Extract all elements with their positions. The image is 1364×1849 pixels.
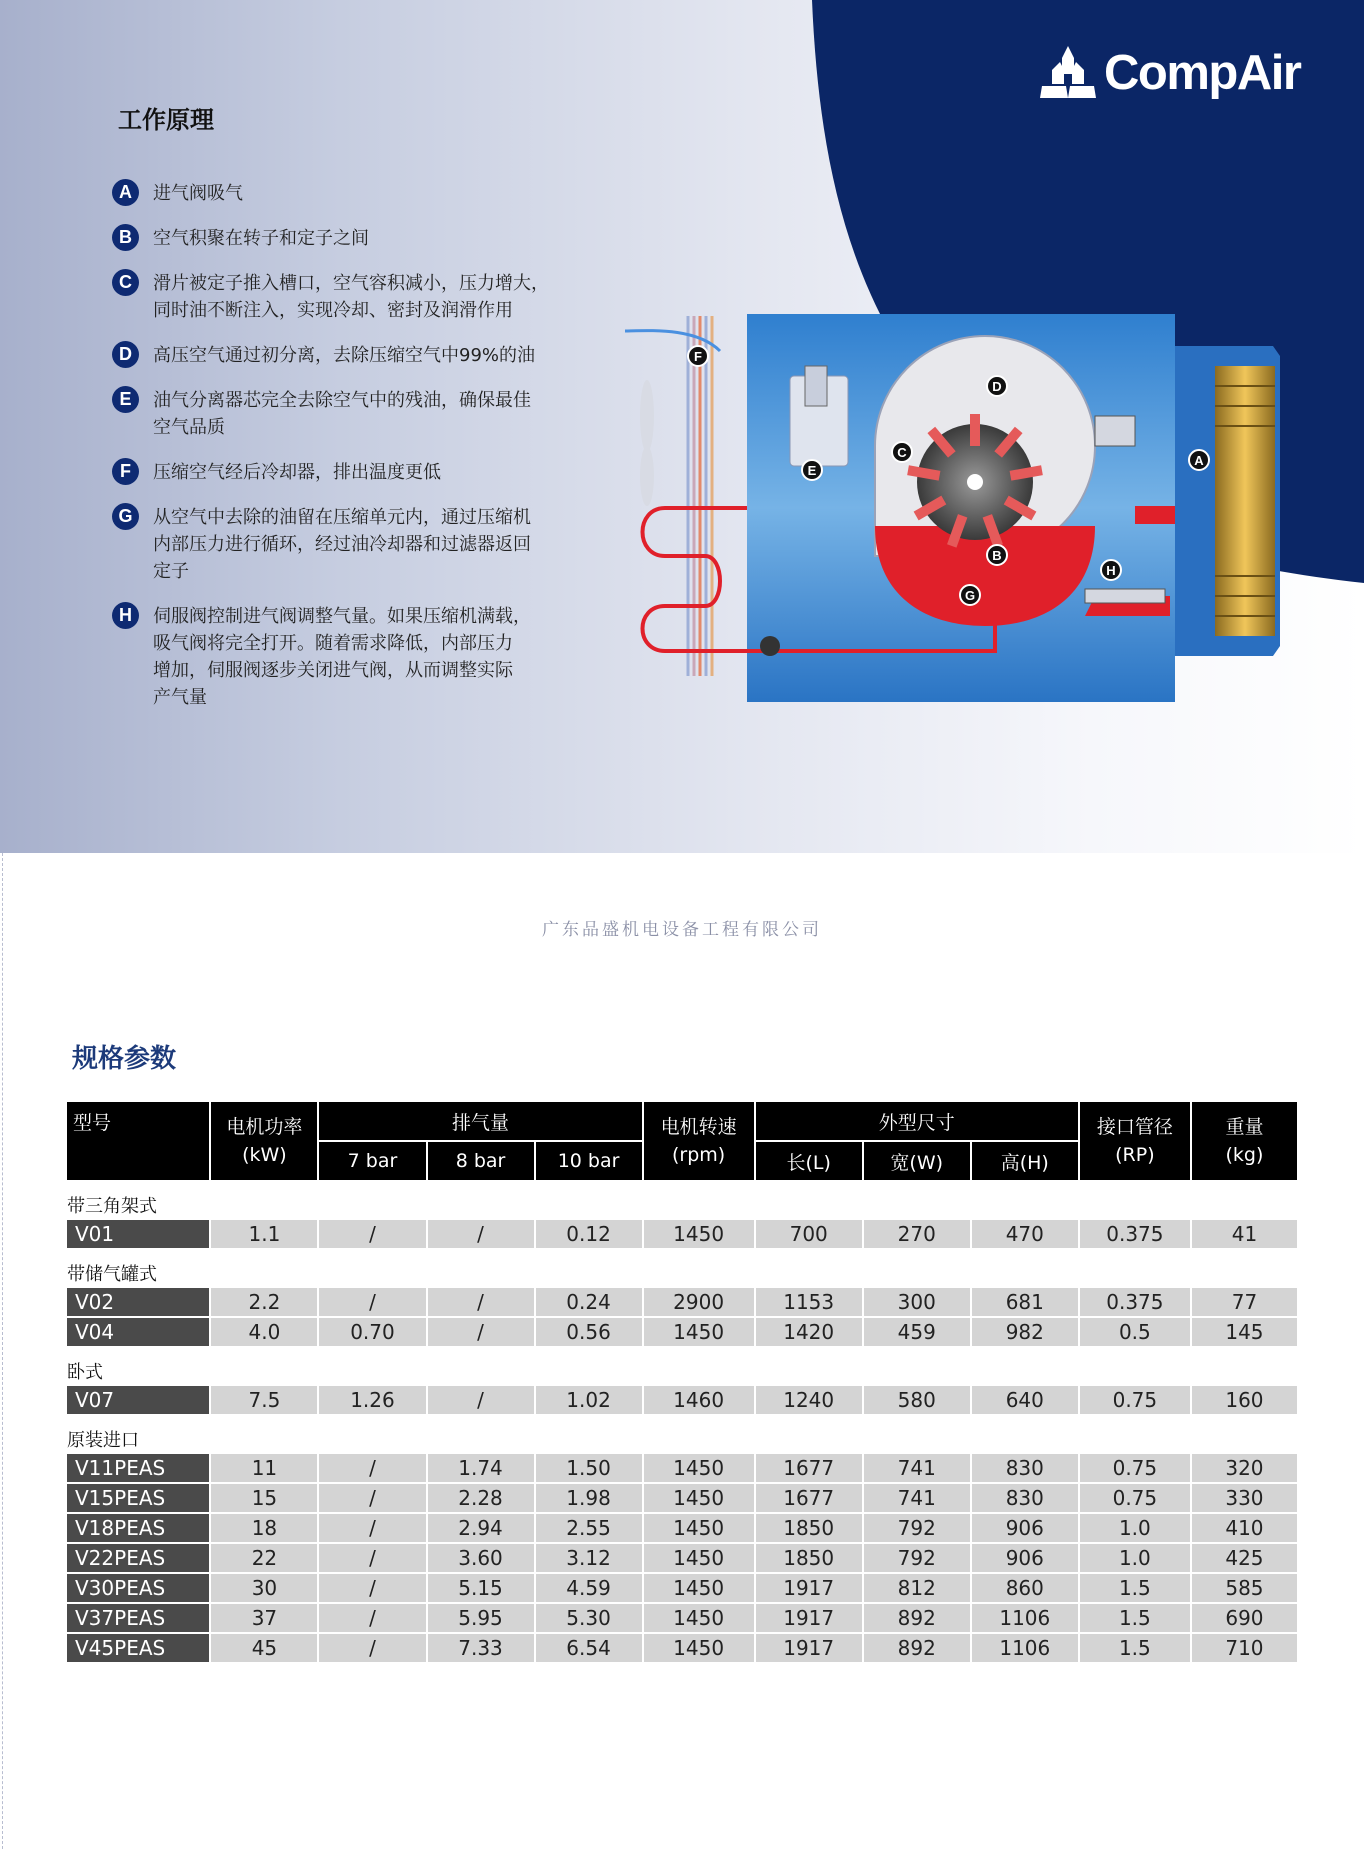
spec-value-cell: / <box>319 1514 425 1542</box>
step-badge: C <box>112 269 139 296</box>
spec-row <box>67 1386 1297 1414</box>
spec-value-cell: 1450 <box>644 1544 754 1572</box>
spec-value-cell: 11 <box>211 1454 317 1482</box>
diagram-marker-b <box>987 545 1007 565</box>
header-port <box>1080 1102 1190 1180</box>
spec-row <box>67 1318 1297 1346</box>
spec-value-cell: / <box>319 1454 425 1482</box>
step-badge: D <box>112 341 139 368</box>
spec-value-cell: 1450 <box>644 1454 754 1482</box>
spec-value-cell: 6.54 <box>536 1634 642 1662</box>
principle-step-c <box>112 270 592 324</box>
spec-value-cell: 710 <box>1192 1634 1297 1662</box>
principle-steps <box>112 180 592 729</box>
diagram-marker-h <box>1101 560 1121 580</box>
spec-value-cell: 1677 <box>756 1454 862 1482</box>
spec-value-cell: 741 <box>864 1484 970 1512</box>
spec-model-cell: V02 <box>67 1288 209 1316</box>
principle-step-b <box>112 225 592 252</box>
spec-value-cell: 0.56 <box>536 1318 642 1346</box>
spec-value-cell: 812 <box>864 1574 970 1602</box>
diagram-marker-label: E <box>807 463 817 478</box>
header-air-delivery: 排气量 <box>319 1102 641 1140</box>
spec-value-cell: / <box>319 1220 425 1248</box>
spec-value-cell: 1450 <box>644 1318 754 1346</box>
spec-value-cell: 145 <box>1192 1318 1297 1346</box>
spec-value-cell: / <box>319 1288 425 1316</box>
spec-value-cell: / <box>319 1604 425 1632</box>
spec-category-row <box>67 1416 1297 1452</box>
header-speed-unit: (rpm) <box>672 1144 726 1166</box>
spec-value-cell: 860 <box>972 1574 1078 1602</box>
header-weight-label: 重量 <box>1225 1116 1264 1138</box>
spec-value-cell: 1106 <box>972 1634 1078 1662</box>
spec-row <box>67 1634 1297 1662</box>
spec-value-cell: 1.5 <box>1080 1634 1190 1662</box>
spec-value-cell: 741 <box>864 1454 970 1482</box>
rotor-shaft <box>967 474 983 490</box>
spec-value-cell: 270 <box>864 1220 970 1248</box>
spec-value-cell: 5.15 <box>428 1574 534 1602</box>
spec-value-cell: 1.5 <box>1080 1604 1190 1632</box>
spec-value-cell: 700 <box>756 1220 862 1248</box>
spec-value-cell: 1850 <box>756 1514 862 1542</box>
spec-value-cell: 1240 <box>756 1386 862 1414</box>
diagram-marker-label: A <box>1194 453 1204 468</box>
spec-value-cell: 640 <box>972 1386 1078 1414</box>
spec-model-cell: V22PEAS <box>67 1544 209 1572</box>
spec-model-cell: V15PEAS <box>67 1484 209 1512</box>
spec-value-cell: 425 <box>1192 1544 1297 1572</box>
diagram-marker-g <box>960 585 980 605</box>
spec-table-body <box>67 1182 1297 1662</box>
header-model: 型号 <box>67 1102 209 1180</box>
spec-value-cell: 4.0 <box>211 1318 317 1346</box>
spec-value-cell: 0.75 <box>1080 1386 1190 1414</box>
spec-row <box>67 1544 1297 1572</box>
spec-value-cell: 3.12 <box>536 1544 642 1572</box>
spec-value-cell: / <box>428 1318 534 1346</box>
spec-model-cell: V07 <box>67 1386 209 1414</box>
header-speed <box>644 1102 754 1180</box>
diagram-marker-label: H <box>1106 563 1116 578</box>
spec-value-cell: 1106 <box>972 1604 1078 1632</box>
compair-logo-icon <box>1038 44 1098 102</box>
diagram-marker-label: C <box>897 445 907 460</box>
spec-value-cell: 1917 <box>756 1634 862 1662</box>
step-badge: B <box>112 224 139 251</box>
spec-value-cell: 2900 <box>644 1288 754 1316</box>
step-badge: G <box>112 503 139 530</box>
spec-value-cell: 1450 <box>644 1484 754 1512</box>
intake-valve <box>1095 416 1135 446</box>
spec-value-cell: 1450 <box>644 1634 754 1662</box>
spec-value-cell: / <box>428 1220 534 1248</box>
spec-category-label: 带三角架式 <box>67 1196 157 1217</box>
spec-value-cell: 1.0 <box>1080 1514 1190 1542</box>
step-badge: E <box>112 386 139 413</box>
header-dimensions: 外型尺寸 <box>756 1102 1078 1140</box>
hero-section <box>0 0 1364 853</box>
spec-value-cell: 1460 <box>644 1386 754 1414</box>
spec-value-cell: 2.94 <box>428 1514 534 1542</box>
compair-logo <box>1038 44 1300 102</box>
spec-value-cell: 792 <box>864 1544 970 1572</box>
spec-value-cell: 300 <box>864 1288 970 1316</box>
spec-model-cell: V45PEAS <box>67 1634 209 1662</box>
spec-value-cell: 4.59 <box>536 1574 642 1602</box>
spec-value-cell: / <box>319 1634 425 1662</box>
spec-value-cell: 830 <box>972 1454 1078 1482</box>
spec-value-cell: 410 <box>1192 1514 1297 1542</box>
diagram-marker-e <box>802 460 822 480</box>
spec-value-cell: 1.1 <box>211 1220 317 1248</box>
spec-model-cell: V04 <box>67 1318 209 1346</box>
spec-value-cell: 1450 <box>644 1220 754 1248</box>
spec-value-cell: 22 <box>211 1544 317 1572</box>
page-edge-rule <box>2 853 3 1849</box>
diagram-marker-f <box>688 346 708 366</box>
principle-step-h <box>112 603 592 711</box>
spec-value-cell: 982 <box>972 1318 1078 1346</box>
step-text: 油气分离器芯完全去除空气中的残油，确保最佳 空气品质 <box>153 390 531 438</box>
spec-value-cell: 0.24 <box>536 1288 642 1316</box>
compressor-diagram <box>625 306 1285 716</box>
spec-value-cell: 580 <box>864 1386 970 1414</box>
header-weight <box>1192 1102 1297 1180</box>
step-text: 压缩空气经后冷却器，排出温度更低 <box>153 462 441 483</box>
spec-value-cell: 0.375 <box>1080 1288 1190 1316</box>
spec-value-cell: 7.33 <box>428 1634 534 1662</box>
spec-row <box>67 1220 1297 1248</box>
diagram-marker-d <box>987 376 1007 396</box>
spec-row <box>67 1574 1297 1602</box>
spec-value-cell: 1450 <box>644 1574 754 1602</box>
diagram-marker-c <box>892 442 912 462</box>
spec-value-cell: 681 <box>972 1288 1078 1316</box>
spec-category-row <box>67 1182 1297 1218</box>
spec-value-cell: 470 <box>972 1220 1078 1248</box>
spec-row <box>67 1604 1297 1632</box>
minimum-pressure-valve <box>1135 506 1175 524</box>
spec-value-cell: 1.50 <box>536 1454 642 1482</box>
spec-value-cell: 5.95 <box>428 1604 534 1632</box>
step-text: 从空气中去除的油留在压缩单元内，通过压缩机 内部压力进行循环，经过油冷却器和过滤器返回 定子 <box>153 507 531 582</box>
cooling-fan <box>640 380 654 506</box>
header-power <box>211 1102 317 1180</box>
separator-element <box>805 366 827 406</box>
brand-name: CompAir <box>1104 46 1301 100</box>
spec-value-cell: 1917 <box>756 1574 862 1602</box>
spec-value-cell: 1.98 <box>536 1484 642 1512</box>
principle-step-d <box>112 342 592 369</box>
spec-row <box>67 1484 1297 1512</box>
spec-category-label: 原装进口 <box>67 1430 139 1451</box>
spec-value-cell: 77 <box>1192 1288 1297 1316</box>
header-air-8bar: 8 bar <box>428 1142 534 1180</box>
header-height: 高(H) <box>972 1142 1078 1180</box>
spec-value-cell: 906 <box>972 1544 1078 1572</box>
aftercooler <box>688 316 712 676</box>
spec-value-cell: 320 <box>1192 1454 1297 1482</box>
spec-value-cell: 1.26 <box>319 1386 425 1414</box>
step-text: 滑片被定子推入槽口，空气容积减小，压力增大， 同时油不断注入，实现冷却、密封及润滑作用 <box>153 273 549 321</box>
spec-value-cell: 459 <box>864 1318 970 1346</box>
header-speed-label: 电机转速 <box>660 1116 737 1138</box>
spec-value-cell: 792 <box>864 1514 970 1542</box>
spec-value-cell: 0.75 <box>1080 1484 1190 1512</box>
header-weight-unit: (kg) <box>1225 1144 1264 1166</box>
header-port-label: 接口管径 <box>1096 1116 1173 1138</box>
spec-row <box>67 1454 1297 1482</box>
spec-row <box>67 1288 1297 1316</box>
principle-step-a <box>112 180 592 207</box>
spec-value-cell: 0.12 <box>536 1220 642 1248</box>
header-power-unit: (kW) <box>242 1144 287 1166</box>
header-length: 长(L) <box>756 1142 862 1180</box>
spec-value-cell: 1420 <box>756 1318 862 1346</box>
spec-value-cell: 2.2 <box>211 1288 317 1316</box>
spec-category-row <box>67 1250 1297 1286</box>
spec-value-cell: 1917 <box>756 1604 862 1632</box>
step-text: 进气阀吸气 <box>153 183 243 204</box>
spec-row <box>67 1514 1297 1542</box>
principle-title: 工作原理 <box>118 106 214 134</box>
spec-value-cell: 15 <box>211 1484 317 1512</box>
spec-value-cell: / <box>428 1386 534 1414</box>
spec-value-cell: / <box>319 1544 425 1572</box>
spec-value-cell: 892 <box>864 1604 970 1632</box>
spec-value-cell: 0.70 <box>319 1318 425 1346</box>
spec-value-cell: 5.30 <box>536 1604 642 1632</box>
spec-value-cell: 1850 <box>756 1544 862 1572</box>
header-air-7bar: 7 bar <box>319 1142 425 1180</box>
spec-value-cell: 1.5 <box>1080 1574 1190 1602</box>
spec-value-cell: 1.02 <box>536 1386 642 1414</box>
spec-value-cell: 330 <box>1192 1484 1297 1512</box>
spec-category-label: 卧式 <box>67 1362 103 1383</box>
spec-value-cell: / <box>319 1574 425 1602</box>
principle-step-g <box>112 504 592 585</box>
spec-value-cell: 830 <box>972 1484 1078 1512</box>
header-width: 宽(W) <box>864 1142 970 1180</box>
spec-value-cell: 0.5 <box>1080 1318 1190 1346</box>
spec-value-cell: 18 <box>211 1514 317 1542</box>
principle-step-f <box>112 459 592 486</box>
spec-model-cell: V11PEAS <box>67 1454 209 1482</box>
spec-value-cell: 1677 <box>756 1484 862 1512</box>
spec-model-cell: V18PEAS <box>67 1514 209 1542</box>
spec-value-cell: 1.74 <box>428 1454 534 1482</box>
diagram-marker-label: D <box>992 379 1002 394</box>
spec-value-cell: 585 <box>1192 1574 1297 1602</box>
servo-valve <box>1085 589 1165 603</box>
spec-value-cell: 0.75 <box>1080 1454 1190 1482</box>
step-text: 空气积聚在转子和定子之间 <box>153 228 369 249</box>
spec-value-cell: / <box>319 1484 425 1512</box>
spec-model-cell: V01 <box>67 1220 209 1248</box>
spec-value-cell: 37 <box>211 1604 317 1632</box>
spec-value-cell: 1.0 <box>1080 1544 1190 1572</box>
header-power-label: 电机功率 <box>226 1116 303 1138</box>
spec-table <box>65 1100 1299 1664</box>
spec-value-cell: 41 <box>1192 1220 1297 1248</box>
spec-value-cell: / <box>428 1288 534 1316</box>
step-badge: F <box>112 458 139 485</box>
step-text: 伺服阀控制进气阀调整气量。如果压缩机满载， 吸气阀将完全打开。随着需求降低，内部压力 增加，伺服阀逐步关闭进气阀，从而调整实际 产气量 <box>153 606 531 708</box>
header-port-unit: (RP) <box>1115 1144 1155 1166</box>
spec-value-cell: 1450 <box>644 1604 754 1632</box>
spec-value-cell: 1153 <box>756 1288 862 1316</box>
diagram-marker-label: G <box>964 588 976 603</box>
spec-value-cell: 3.60 <box>428 1544 534 1572</box>
diagram-marker-label: B <box>992 548 1002 563</box>
step-badge: A <box>112 179 139 206</box>
spec-value-cell: 7.5 <box>211 1386 317 1414</box>
spec-value-cell: 160 <box>1192 1386 1297 1414</box>
step-badge: H <box>112 602 139 629</box>
spec-category-row <box>67 1348 1297 1384</box>
spec-value-cell: 2.55 <box>536 1514 642 1542</box>
spec-category-label: 带储气罐式 <box>67 1264 157 1285</box>
spec-model-cell: V37PEAS <box>67 1604 209 1632</box>
spec-title: 规格参数 <box>72 1044 177 1074</box>
spec-model-cell: V30PEAS <box>67 1574 209 1602</box>
spec-value-cell: 2.28 <box>428 1484 534 1512</box>
spec-value-cell: 690 <box>1192 1604 1297 1632</box>
spec-value-cell: 1450 <box>644 1514 754 1542</box>
step-text: 高压空气通过初分离，去除压缩空气中99%的油 <box>153 345 536 366</box>
spec-value-cell: 0.375 <box>1080 1220 1190 1248</box>
spec-value-cell: 30 <box>211 1574 317 1602</box>
spec-value-cell: 906 <box>972 1514 1078 1542</box>
diagram-marker-label: F <box>694 349 702 364</box>
oil-filter <box>760 636 780 656</box>
watermark-company: 广东品盛机电设备工程有限公司 <box>542 920 822 940</box>
diagram-marker-a <box>1189 450 1209 470</box>
principle-step-e <box>112 387 592 441</box>
spec-value-cell: 45 <box>211 1634 317 1662</box>
spec-value-cell: 892 <box>864 1634 970 1662</box>
header-air-10bar: 10 bar <box>536 1142 642 1180</box>
